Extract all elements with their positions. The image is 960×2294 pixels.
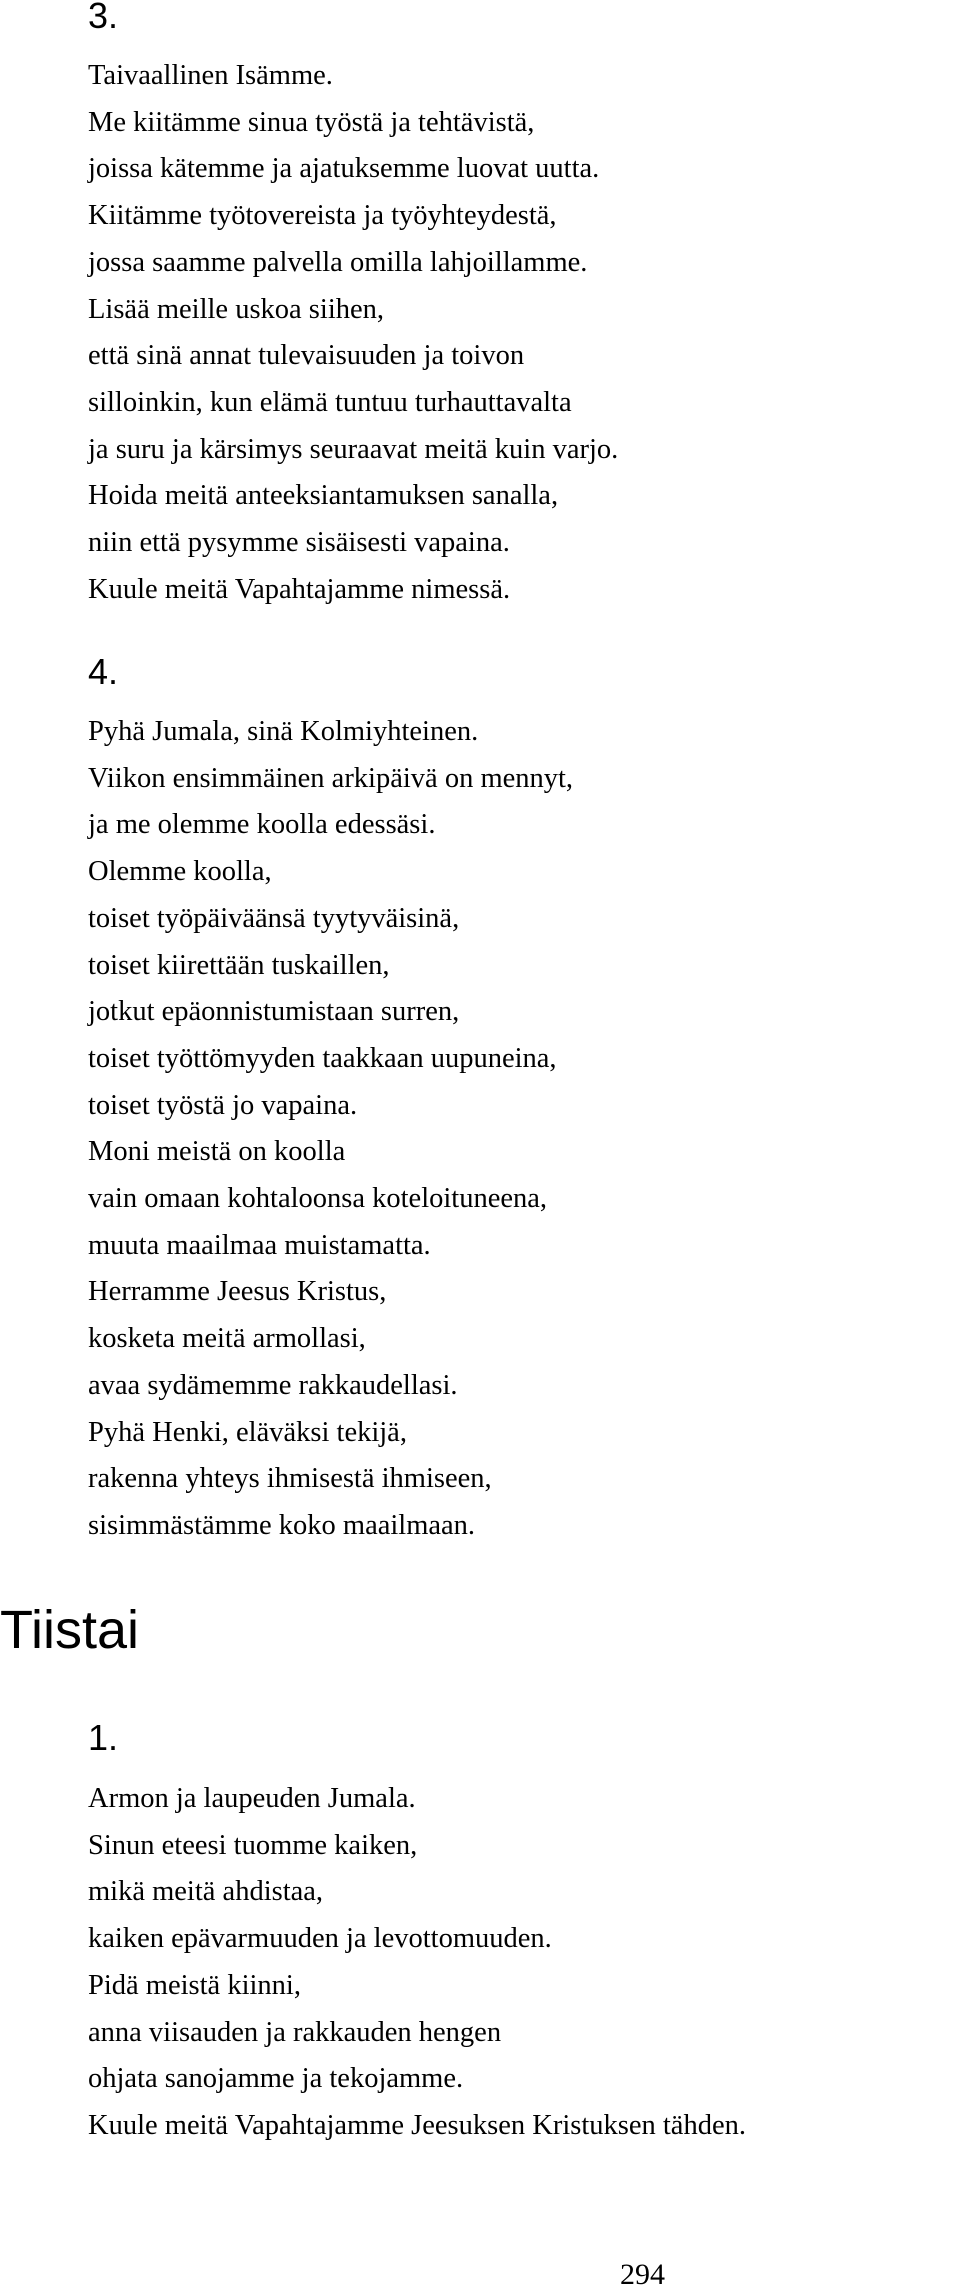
day-heading: Tiistai [0,1600,140,1660]
prayer-line: avaa sydämemme rakkaudellasi. [88,1369,458,1401]
prayer-line: Olemme koolla, [88,856,272,888]
prayer-line: kosketa meitä armollasi, [88,1323,366,1355]
prayer-line: toiset kiirettään tuskaillen, [88,949,390,981]
prayer-line: toiset työpäiväänsä tyytyväisinä, [88,902,460,934]
prayer-line: joissa kätemme ja ajatuksemme luovat uutta. [88,153,600,185]
prayer-line: kaiken epävarmuuden ja levottomuuden. [88,1923,552,1955]
prayer-line: silloinkin, kun elämä tuntuu turhauttavalta [88,386,572,418]
prayer-line: ja me olemme koolla edessäsi. [88,809,436,841]
prayer-line: että sinä annat tulevaisuuden ja toivon [88,340,525,372]
prayer-line: Moni meistä on koolla [88,1136,346,1168]
prayer-line: toiset työstä jo vapaina. [88,1089,358,1121]
prayer-line: mikä meitä ahdistaa, [88,1876,324,1908]
prayer-line: Herramme Jeesus Kristus, [88,1276,387,1308]
prayer-3-text [88,53,618,613]
prayer-line: Kuule meitä Vapahtajamme nimessä. [88,573,511,605]
prayer-line: ohjata sanojamme ja tekojamme. [88,2063,464,2095]
prayer-line: Hoida meitä anteeksiantamuksen sanalla, [88,480,559,512]
prayer-line: anna viisauden ja rakkauden hengen [88,2016,502,2048]
tuesday-prayer-1-text [88,1776,746,2150]
prayer-line: sisimmästämme koko maailmaan. [88,1509,476,1541]
prayer-line: Taivaallinen Isämme. [88,60,333,91]
prayer-4-text [88,709,573,1550]
prayer-line: muuta maailmaa muistamatta. [88,1229,431,1261]
prayer-line: Sinun eteesi tuomme kaiken, [88,1829,418,1861]
prayer-number-3: 3. [88,0,119,36]
prayer-line: vain omaan kohtaloonsa koteloituneena, [88,1183,548,1215]
prayer-line: jotkut epäonnistumistaan surren, [88,996,460,1028]
prayer-line: Viikon ensimmäinen arkipäivä on mennyt, [88,762,574,794]
prayer-line: Pidä meistä kiinni, [88,1969,301,2001]
prayer-line: ja suru ja kärsimys seuraavat meitä kuin varjo. [88,433,619,465]
prayer-line: rakenna yhteys ihmisestä ihmiseen, [88,1463,492,1495]
prayer-line: jossa saamme palvella omilla lahjoillamme. [88,246,588,278]
prayer-line: toiset työttömyyden taakkaan uupuneina, [88,1042,557,1074]
prayer-line: Armon ja laupeuden Jumala. [88,1783,416,1814]
prayer-line: Kuule meitä Vapahtajamme Jeesuksen Kristuksen tähden. [88,2109,746,2141]
prayer-number-4: 4. [88,651,119,692]
prayer-line: niin että pysymme sisäisesti vapaina. [88,527,510,559]
prayer-line: Pyhä Jumala, sinä Kolmiyhteinen. [88,716,479,747]
prayer-number-1: 1. [88,1717,119,1758]
prayer-line: Lisää meille uskoa siihen, [88,293,385,325]
page-number: 294 [620,2258,665,2291]
prayer-line: Pyhä Henki, eläväksi tekijä, [88,1416,407,1448]
prayer-line: Me kiitämme sinua työstä ja tehtävistä, [88,106,535,138]
prayer-line: Kiitämme työtovereista ja työyhteydestä, [88,200,557,232]
